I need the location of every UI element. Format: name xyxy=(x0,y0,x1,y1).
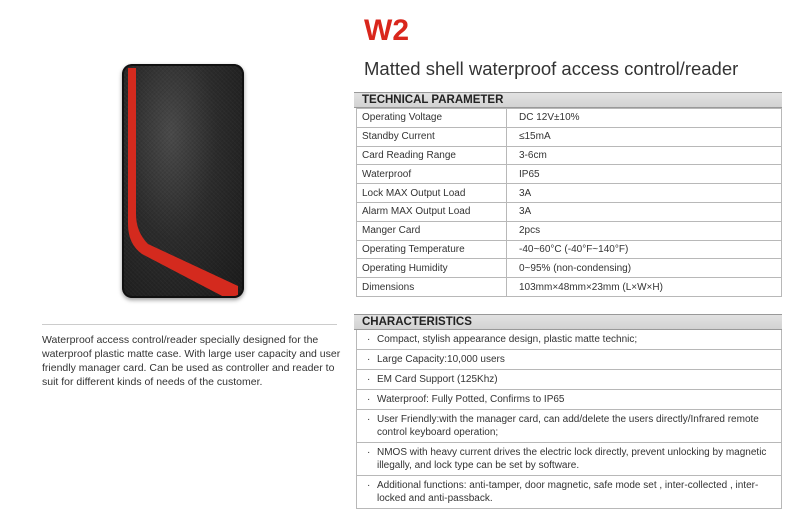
parameter-row xyxy=(357,259,782,278)
characteristic-item xyxy=(357,410,781,443)
product-rim xyxy=(122,64,244,298)
parameter-row xyxy=(357,127,782,146)
parameter-value: 103mm×48mm×23mm (L×W×H) xyxy=(507,278,782,297)
bullet-icon: · xyxy=(367,394,371,405)
parameter-name: Lock MAX Output Load xyxy=(357,184,507,203)
parameter-name: Card Reading Range xyxy=(357,146,507,165)
parameter-name: Manger Card xyxy=(357,221,507,240)
characteristic-text: EM Card Support (125Khz) xyxy=(377,374,498,385)
product-image xyxy=(122,64,244,298)
characteristic-text: Additional functions: anti-tamper, door magnetic, safe mode set , inter-collected , inter-locked and anti-passback. xyxy=(377,480,759,504)
parameter-name: Alarm MAX Output Load xyxy=(357,202,507,221)
parameter-row xyxy=(357,221,782,240)
parameter-row xyxy=(357,146,782,165)
characteristic-item xyxy=(357,443,781,476)
characteristic-item xyxy=(357,350,781,370)
parameter-row xyxy=(357,202,782,221)
parameter-row xyxy=(357,165,782,184)
parameter-name: Dimensions xyxy=(357,278,507,297)
parameter-value: DC 12V±10% xyxy=(507,109,782,128)
product-description: Waterproof access control/reader specially designed for the waterproof plastic matte case. With large user capacity and user friendly manager card. Can be used as controller and reader to suit for different kinds of needs of the customer. xyxy=(42,334,341,388)
technical-parameter-table xyxy=(356,108,782,297)
parameter-row xyxy=(357,109,782,128)
parameter-row xyxy=(357,184,782,203)
parameter-name: Operating Humidity xyxy=(357,259,507,278)
characteristic-item xyxy=(357,330,781,350)
characteristics-list xyxy=(356,330,782,509)
parameter-value: 3-6cm xyxy=(507,146,782,165)
bullet-icon: · xyxy=(367,447,371,458)
parameter-value: IP65 xyxy=(507,165,782,184)
bullet-icon: · xyxy=(367,414,371,425)
characteristic-text: Large Capacity:10,000 users xyxy=(377,354,505,365)
parameter-row xyxy=(357,240,782,259)
parameter-name: Operating Temperature xyxy=(357,240,507,259)
bullet-icon: · xyxy=(367,374,371,385)
bullet-icon: · xyxy=(367,480,371,491)
description-divider xyxy=(42,324,337,325)
characteristic-item xyxy=(357,390,781,410)
model-title: W2 xyxy=(364,14,409,47)
characteristic-text: User Friendly:with the manager card, can add/delete the users directly/Infrared remote control keyboard operation; xyxy=(377,414,759,438)
parameter-name: Operating Voltage xyxy=(357,109,507,128)
parameter-value: 3A xyxy=(507,202,782,221)
characteristics-heading: CHARACTERISTICS xyxy=(354,314,782,330)
parameter-value: 2pcs xyxy=(507,221,782,240)
characteristic-item xyxy=(357,370,781,390)
characteristic-item xyxy=(357,476,781,509)
parameter-value: -40~60°C (-40°F~140°F) xyxy=(507,240,782,259)
parameter-row xyxy=(357,278,782,297)
bullet-icon: · xyxy=(367,334,371,345)
parameter-value: ≤15mA xyxy=(507,127,782,146)
characteristic-text: NMOS with heavy current drives the electric lock directly, prevent unlocking by magnetic illegally, and lock type can be set by software. xyxy=(377,447,767,471)
characteristic-text: Waterproof: Fully Potted, Confirms to IP65 xyxy=(377,394,565,405)
technical-parameter-heading: TECHNICAL PARAMETER xyxy=(354,92,782,108)
parameter-value: 0~95% (non-condensing) xyxy=(507,259,782,278)
product-subtitle: Matted shell waterproof access control/reader xyxy=(364,58,739,79)
parameter-name: Standby Current xyxy=(357,127,507,146)
bullet-icon: · xyxy=(367,354,371,365)
characteristic-text: Compact, stylish appearance design, plastic matte technic; xyxy=(377,334,638,345)
parameter-name: Waterproof xyxy=(357,165,507,184)
parameter-value: 3A xyxy=(507,184,782,203)
